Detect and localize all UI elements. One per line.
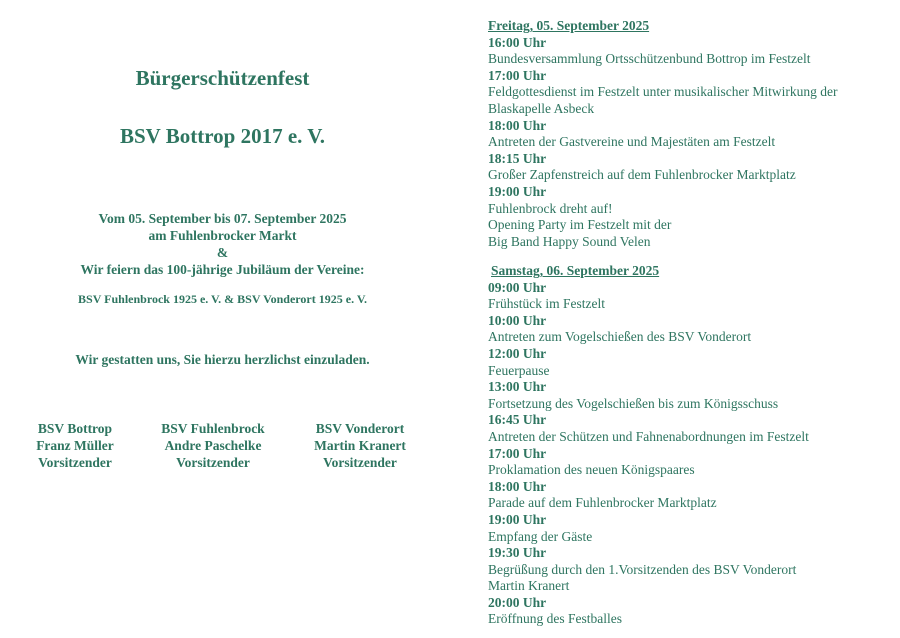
event-description: Eröffnung des Festballes [488,611,622,627]
signature-block [302,420,418,471]
event-time: 16:45 Uhr [488,412,547,428]
event-description: Großer Zapfenstreich auf dem Fuhlenbrocker Marktplatz [488,167,796,183]
location: am Fuhlenbrocker Markt [148,228,297,243]
signature-club: BSV Bottrop [37,421,113,436]
event-time: 19:30 Uhr [488,545,547,561]
jubilee-text: Wir feiern das 100-jährige Jubiläum der Vereine: [80,262,365,277]
signature-role: Vorsitzender [38,455,112,470]
event-time: 12:00 Uhr [488,345,547,361]
event-time: 16:00 Uhr [488,34,547,50]
event-time: 17:00 Uhr [488,445,547,461]
welcome-text: Wir gestatten uns, Sie hierzu herzlichst einzuladen. [75,352,370,367]
date-range: Vom 05. September bis 07. September 2025 [98,211,347,226]
jubilee-clubs: BSV Fuhlenbrock 1925 e. V. & BSV Vonderort 1925 e. V. [78,292,367,306]
event-time: 18:15 Uhr [488,150,547,166]
signature-name: Martin Kranert [314,438,406,453]
event-title: Bürgerschützenfest [135,66,310,90]
event-time: 19:00 Uhr [488,183,547,199]
event-description: Antreten zum Vogelschießen des BSV Vonderort [488,329,752,345]
event-time: 09:00 Uhr [488,279,547,295]
event-description: Empfang der Gäste [488,528,593,544]
event-time: 10:00 Uhr [488,312,547,328]
friday-schedule [488,18,837,250]
signature-role: Vorsitzender [323,455,397,470]
day-title: Freitag, 05. September 2025 [488,18,650,33]
event-description: Proklamation des neuen Königspaares [488,462,695,478]
event-description: Parade auf dem Fuhlenbrocker Marktplatz [488,495,717,511]
signature-role: Vorsitzender [176,455,250,470]
signature-block [148,420,278,471]
signature-block [20,420,130,471]
event-description: Feuerpause [488,362,550,378]
invitation-text [0,210,445,278]
event-description: Fortsetzung des Vogelschießen bis zum Königsschuss [488,395,779,411]
event-time: 19:00 Uhr [488,511,547,527]
signature-name: Franz Müller [36,438,114,453]
signature-club: BSV Vonderort [315,421,405,436]
day-title: Samstag, 06. September 2025 [491,263,660,278]
event-time: 13:00 Uhr [488,379,547,395]
event-description: Fuhlenbrock dreht auf! [488,200,613,216]
organizer-title: BSV Bottrop 2017 e. V. [120,124,325,148]
event-description: Begrüßung durch den 1.Vorsitzenden des BSV Vonderort [488,561,797,577]
saturday-schedule [488,263,809,628]
invitation-panel [0,0,445,638]
event-description: Bundesversammlung Ortsschützenbund Bottrop im Festzelt [488,51,811,67]
event-time: 18:00 Uhr [488,117,547,133]
event-time: 20:00 Uhr [488,594,547,610]
event-description: Antreten der Gastvereine und Majestäten am Festzelt [488,134,776,150]
event-description: Big Band Happy Sound Velen [488,233,651,249]
event-description: Opening Party im Festzelt mit der [488,217,672,233]
event-description: Frühstück im Festzelt [488,296,605,312]
signature-club: BSV Fuhlenbrock [161,421,265,436]
event-description: Antreten der Schützen und Fahnenabordnungen im Festzelt [488,428,809,444]
event-description: Feldgottesdienst im Festzelt unter musikalischer Mitwirkung der [488,84,838,100]
event-description: Martin Kranert [488,578,570,594]
event-description: Blaskapelle Asbeck [488,100,595,116]
event-time: 18:00 Uhr [488,478,547,494]
ampersand: & [216,245,229,260]
event-time: 17:00 Uhr [488,67,547,83]
signature-name: Andre Paschelke [164,438,262,453]
